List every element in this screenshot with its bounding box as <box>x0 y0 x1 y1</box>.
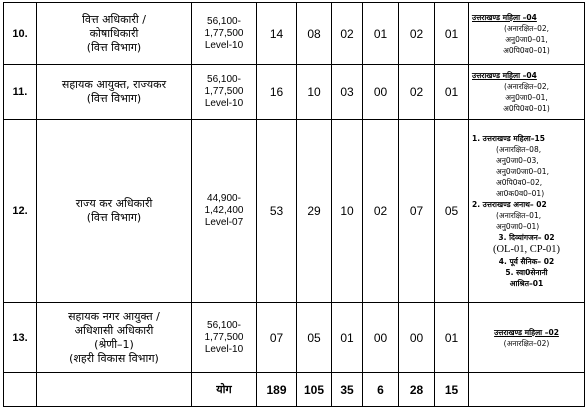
pay-scale: 56,100- 1,77,500 Level-10 <box>192 3 257 65</box>
count-cell: 05 <box>297 303 332 373</box>
count-cell: 53 <box>257 120 297 303</box>
pay-scale: 56,100- 1,77,500 Level-10 <box>192 303 257 373</box>
total-value: 28 <box>399 373 435 407</box>
total-value: 35 <box>332 373 363 407</box>
count-cell: 07 <box>399 120 435 303</box>
total-empty-cell <box>37 373 192 407</box>
vacancy-table <box>3 2 585 407</box>
table-row <box>4 120 585 303</box>
total-value: 15 <box>435 373 469 407</box>
total-label: योग <box>192 373 257 407</box>
count-cell: 01 <box>435 65 469 120</box>
total-value: 6 <box>363 373 399 407</box>
table-row <box>4 65 585 120</box>
count-cell: 01 <box>363 3 399 65</box>
reservation-cell: उत्तराखण्ड महिला –04 (अनारक्षित–02, अनु0जा0–01, अ0पि0व0–01) <box>469 65 585 120</box>
serial-number: 11. <box>4 65 37 120</box>
total-value: 105 <box>297 373 332 407</box>
total-value: 189 <box>257 373 297 407</box>
post-name: राज्य कर अधिकारी (वित्त विभाग) <box>37 120 192 303</box>
serial-number: 13. <box>4 303 37 373</box>
count-cell: 07 <box>257 303 297 373</box>
reservation-cell: उत्तराखण्ड महिला –04 (अनारक्षित–02, अनु0जा0–01, अ0पि0व0–01) <box>469 3 585 65</box>
count-cell: 14 <box>257 3 297 65</box>
reservation-cell: 1. उत्तराखण्ड महिला–15 (अनारक्षित–08, अनु0जा0–03, अनु0ज0जा0–01, अ0पि0व0–02, आ0क0व0–01) 2. उत्तराखण्ड अनाथ– 02 (अनारक्षित–01, अनु0जा0–01) 3. दिव्यांगजन– 02 (OL-01, CP-01) 4. पूर्व सैनिक– 02 5. स्वा0सेनानी आश्रित–01 <box>469 120 585 303</box>
post-name: सहायक नगर आयुक्त / अधिशासी अधिकारी (श्रेणी–1) (शहरी विकास विभाग) <box>37 303 192 373</box>
count-cell: 01 <box>435 3 469 65</box>
count-cell: 02 <box>399 3 435 65</box>
table-row <box>4 3 585 65</box>
count-cell: 00 <box>363 303 399 373</box>
total-row <box>4 373 585 407</box>
pay-scale: 56,100- 1,77,500 Level-10 <box>192 65 257 120</box>
count-cell: 03 <box>332 65 363 120</box>
count-cell: 00 <box>399 303 435 373</box>
count-cell: 10 <box>332 120 363 303</box>
serial-number: 10. <box>4 3 37 65</box>
count-cell: 01 <box>332 303 363 373</box>
vacancy-table-container <box>3 2 584 408</box>
post-name: सहायक आयुक्त, राज्यकर (वित्त विभाग) <box>37 65 192 120</box>
post-name: वित्त अधिकारी / कोषाधिकारी (वित्त विभाग) <box>37 3 192 65</box>
serial-number: 12. <box>4 120 37 303</box>
pay-scale: 44,900- 1,42,400 Level-07 <box>192 120 257 303</box>
count-cell: 10 <box>297 65 332 120</box>
reservation-cell: उत्तराखण्ड महिला –02 (अनारक्षित–02) <box>469 303 585 373</box>
count-cell: 01 <box>435 303 469 373</box>
total-empty-cell <box>4 373 37 407</box>
count-cell: 02 <box>363 120 399 303</box>
count-cell: 02 <box>332 3 363 65</box>
total-empty-cell <box>469 373 585 407</box>
count-cell: 05 <box>435 120 469 303</box>
count-cell: 02 <box>399 65 435 120</box>
count-cell: 29 <box>297 120 332 303</box>
table-row <box>4 303 585 373</box>
count-cell: 08 <box>297 3 332 65</box>
count-cell: 16 <box>257 65 297 120</box>
count-cell: 00 <box>363 65 399 120</box>
